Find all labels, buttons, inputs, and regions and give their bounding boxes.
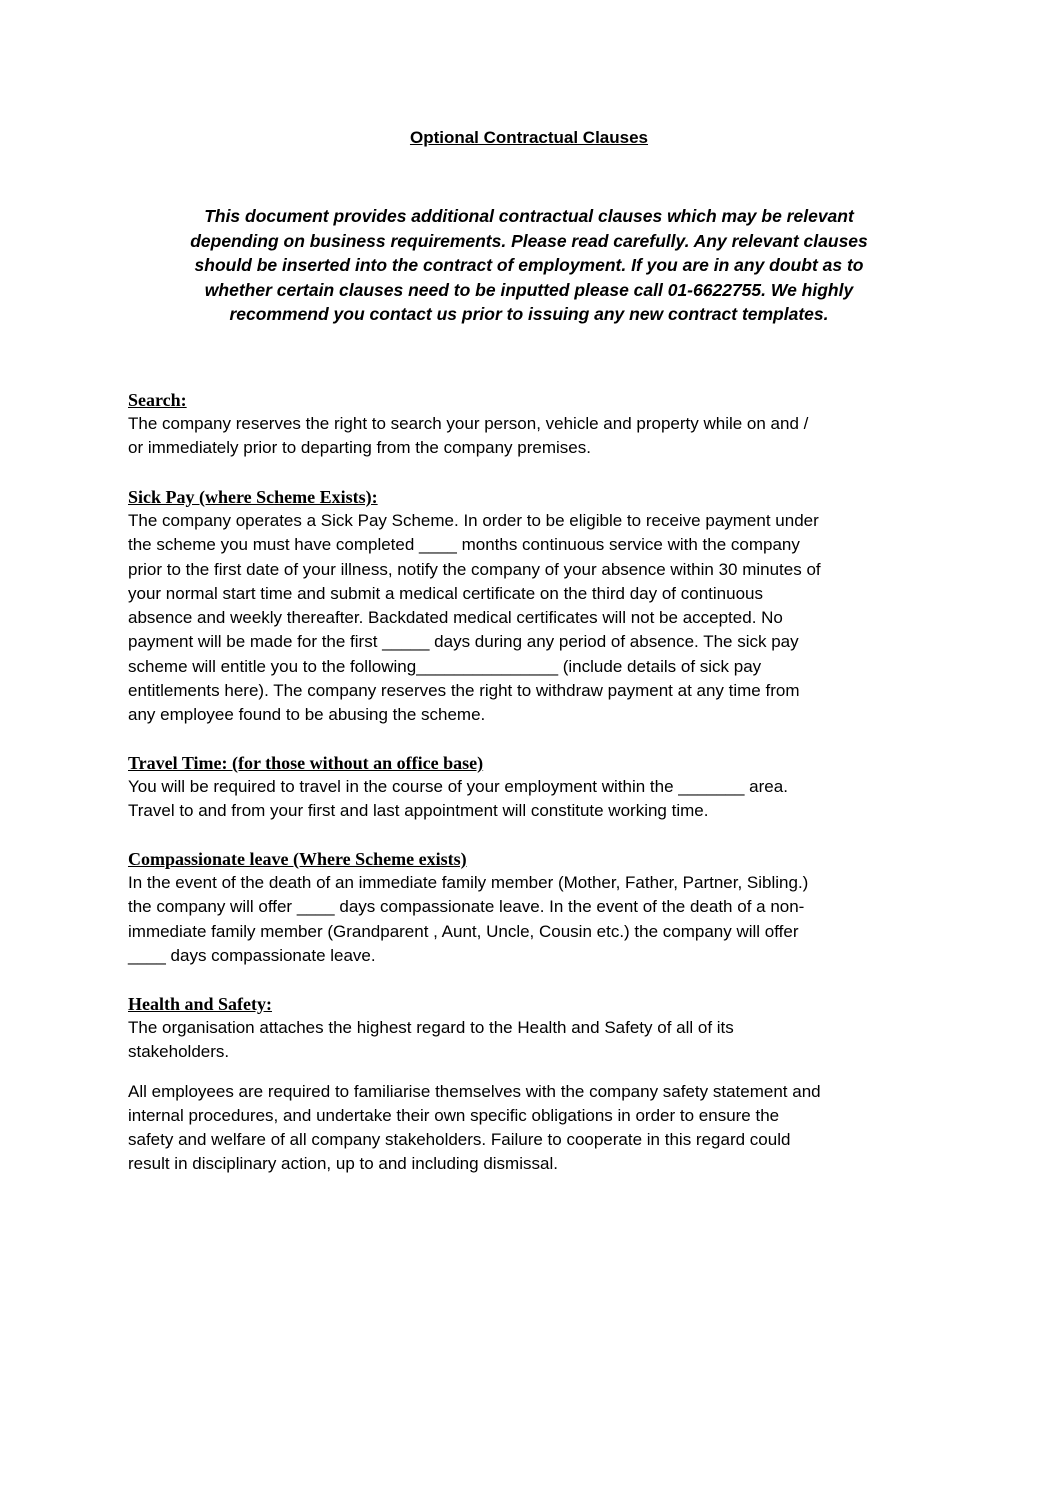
section-heading: Travel Time: (for those without an office base) [128, 753, 484, 773]
paragraph-line: The company operates a Sick Pay Scheme. In order to be eligible to receive payment under [128, 511, 819, 530]
paragraph-line: or immediately prior to departing from the company premises. [128, 438, 591, 458]
section-paragraph [128, 775, 938, 824]
section-heading: Health and Safety: [128, 994, 272, 1014]
paragraph-line: the company will offer ____ days compassionate leave. In the event of the death of a non- [128, 897, 805, 917]
section-sick-pay [128, 485, 938, 728]
section-heading: Sick Pay (where Scheme Exists): [128, 487, 378, 507]
intro-line: whether certain clauses need to be inputted please call 01-6622755. We highly [204, 279, 854, 300]
paragraph-line: prior to the first date of your illness, notify the company of your absence within 30 minutes of [128, 559, 821, 579]
section-compassionate-leave [128, 847, 938, 968]
paragraph-line: The organisation attaches the highest regard to the Health and Safety of all of its [128, 1018, 734, 1037]
section-paragraph [128, 412, 938, 461]
paragraph-line: Travel to and from your first and last appointment will constitute working time. [128, 801, 709, 821]
intro-line: depending on business requirements. Please read carefully. Any relevant clauses [190, 230, 868, 251]
paragraph-line: result in disciplinary action, up to and including dismissal. [128, 1154, 558, 1174]
section-travel-time [128, 751, 938, 824]
paragraph-line: your normal start time and submit a medical certificate on the third day of continuous [128, 583, 763, 603]
paragraph-line: safety and welfare of all company stakeholders. Failure to cooperate in this regard could [128, 1130, 791, 1150]
paragraph-line: absence and weekly thereafter. Backdated medical certificates will not be accepted. No [128, 608, 783, 628]
paragraph-line: scheme will entitle you to the following_______________ (include details of sick pay [128, 656, 762, 676]
intro-line: recommend you contact us prior to issuing any new contract templates. [229, 304, 829, 324]
paragraph-line: the scheme you must have completed ____ months continuous service with the company [128, 535, 800, 555]
intro-line: This document provides additional contractual clauses which may be relevant [204, 206, 854, 226]
section-health-and-safety [128, 992, 938, 1177]
paragraph-line: stakeholders. [128, 1042, 230, 1062]
paragraph-line: any employee found to be abusing the scheme. [128, 705, 486, 725]
paragraph-line: The company reserves the right to search your person, vehicle and property while on and / [128, 414, 809, 433]
paragraph-line: All employees are required to familiarise themselves with the company safety statement and [128, 1081, 821, 1101]
section-heading: Compassionate leave (Where Scheme exists) [128, 849, 467, 869]
section-heading: Search: [128, 390, 187, 410]
paragraph-line: You will be required to travel in the course of your employment within the _______ area. [128, 777, 788, 796]
intro-notice [128, 204, 930, 327]
paragraph-line: payment will be made for the first _____ days during any period of absence. The sick pay [128, 632, 799, 652]
document-title: Optional Contractual Clauses [409, 128, 649, 147]
paragraph-line: immediate family member (Grandparent , Aunt, Uncle, Cousin etc.) the company will offer [128, 921, 799, 941]
paragraph-line: ____ days compassionate leave. [128, 945, 376, 965]
section-paragraph [128, 509, 938, 728]
section-search [128, 388, 938, 461]
paragraph-line: entitlements here). The company reserves the right to withdraw payment at any time from [128, 681, 800, 701]
section-paragraph [128, 1016, 938, 1065]
paragraph-line: In the event of the death of an immediate family member (Mother, Father, Partner, Sibling.) [128, 873, 809, 892]
section-paragraph [128, 1080, 938, 1177]
paragraph-line: internal procedures, and undertake their own specific obligations in order to ensure the [128, 1105, 780, 1125]
intro-line: should be inserted into the contract of employment. If you are in any doubt as to [194, 255, 864, 275]
section-paragraph [128, 871, 938, 968]
